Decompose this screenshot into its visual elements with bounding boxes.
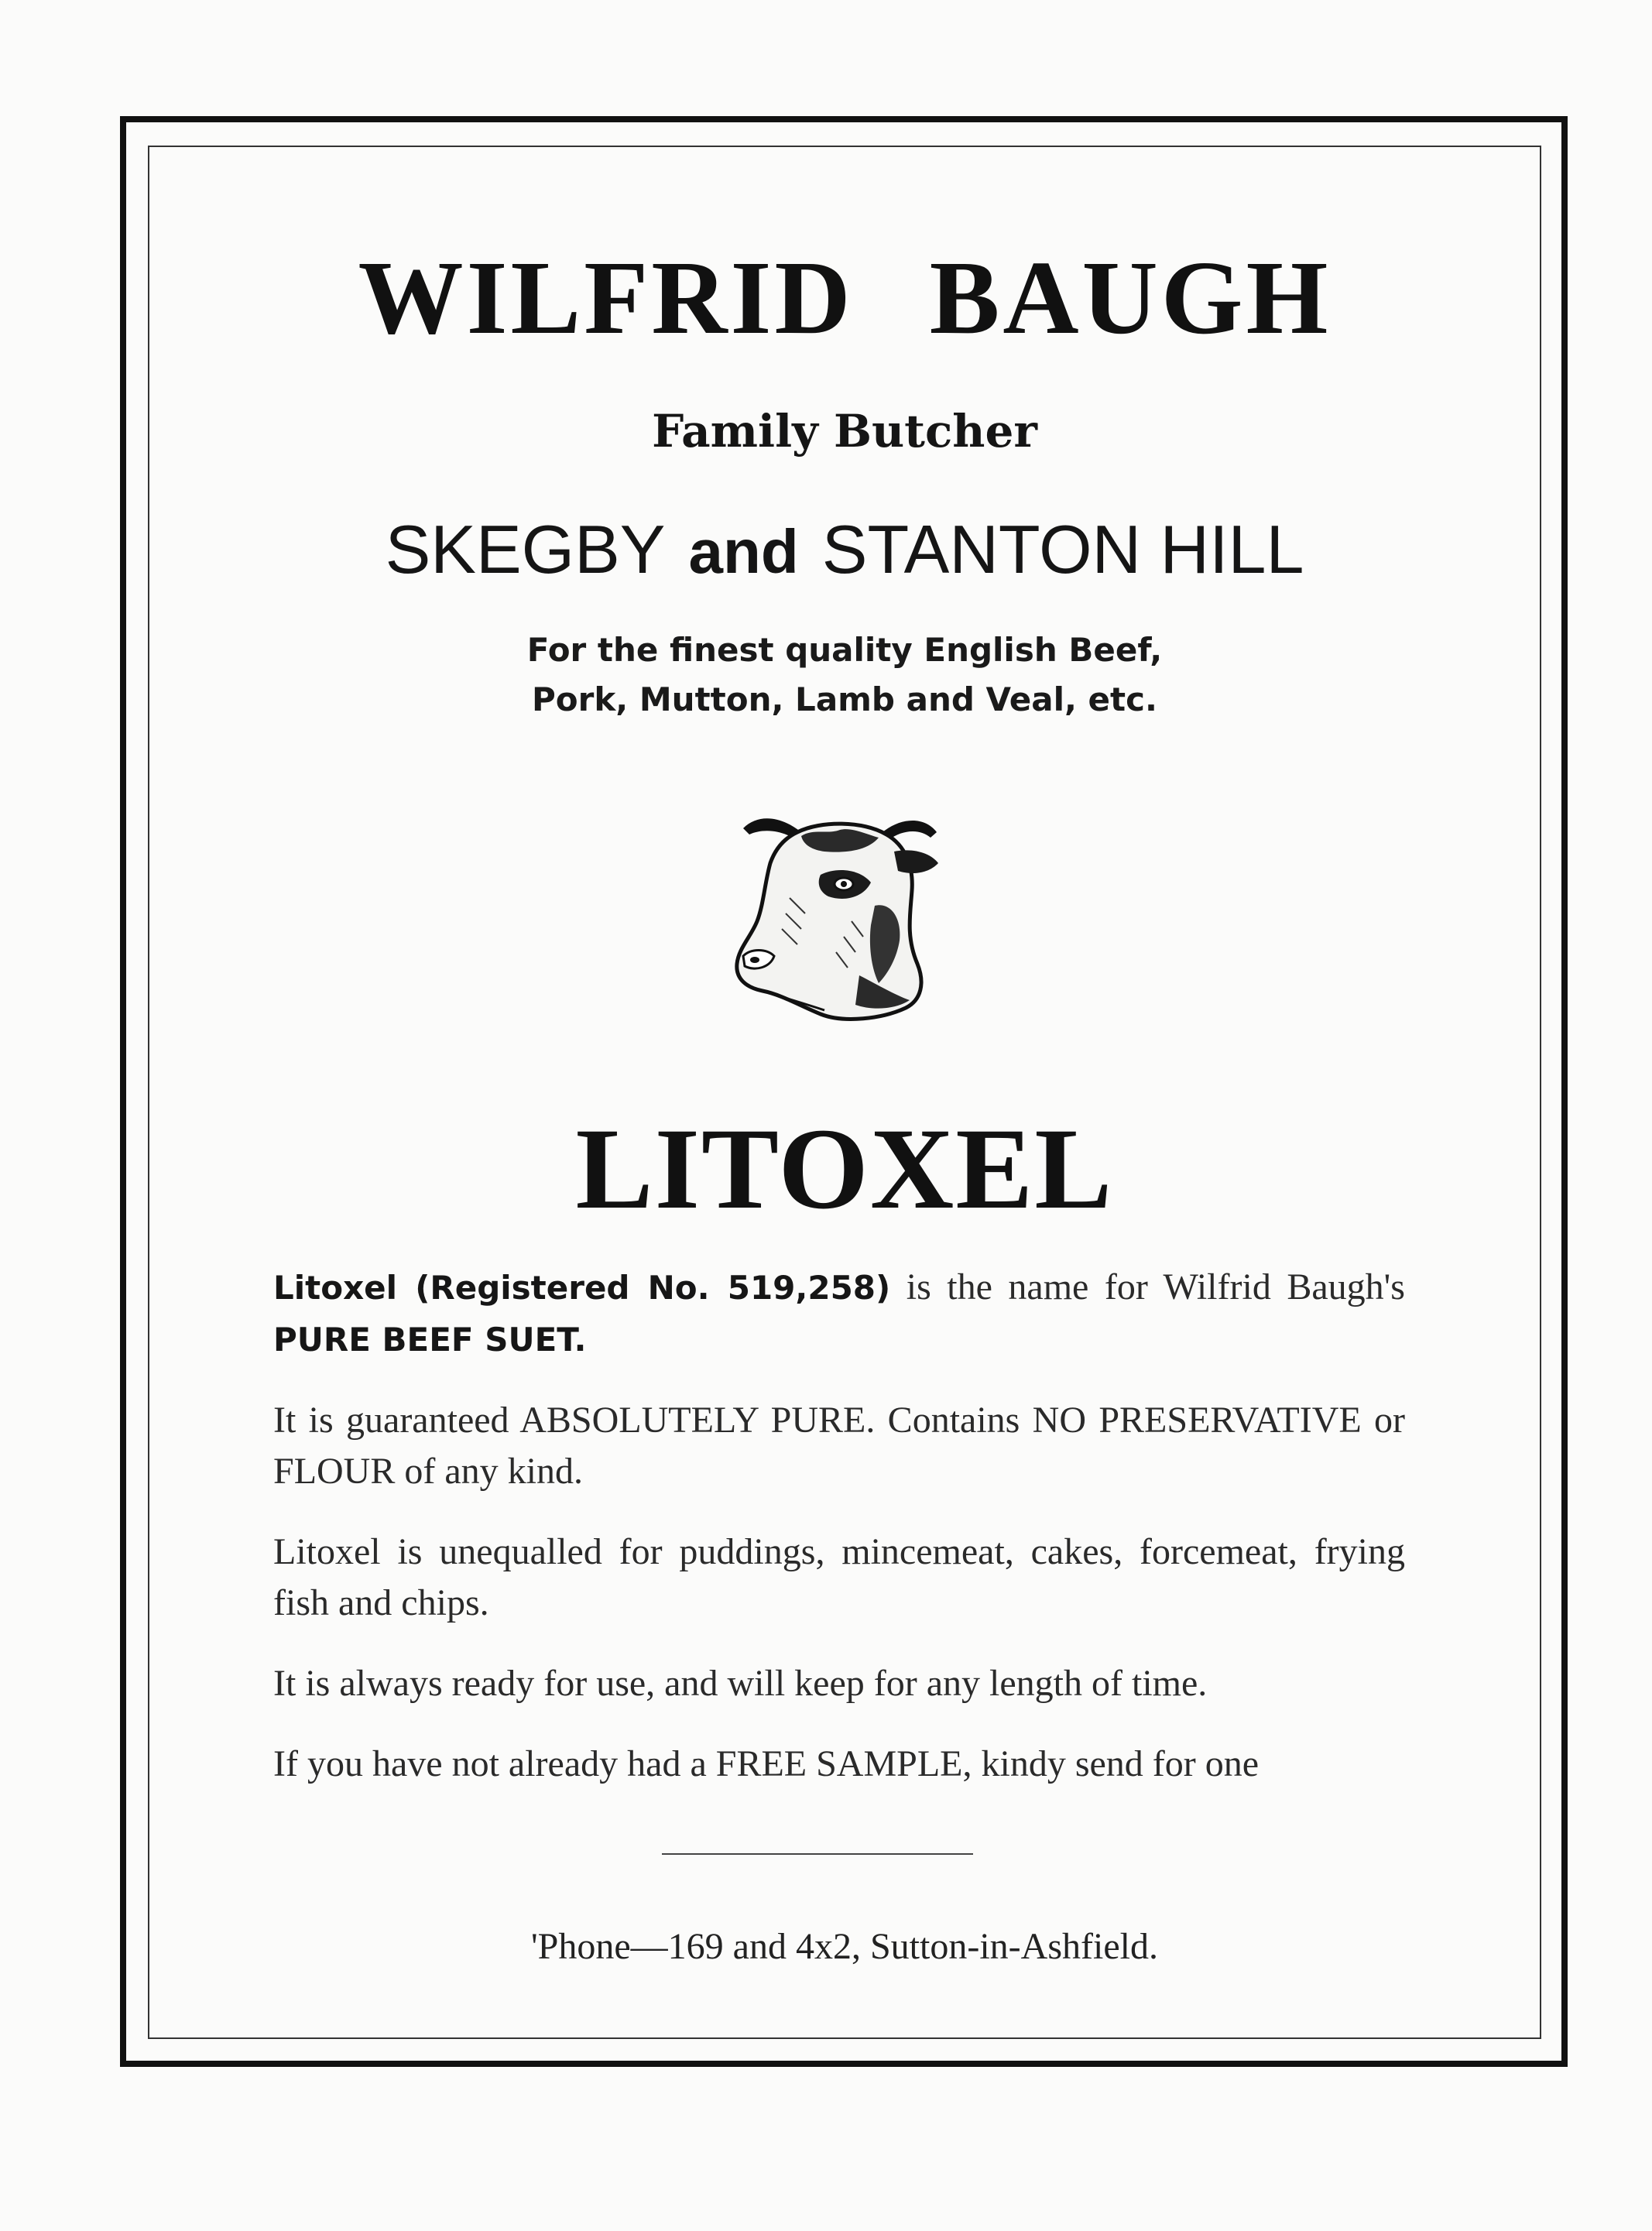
location-connector: and xyxy=(688,517,799,586)
pure-beef-suet: PURE BEEF SUET. xyxy=(273,1321,587,1359)
bull-head-icon xyxy=(728,797,952,1030)
business-name: WILFRID BAUGH xyxy=(358,240,1332,356)
paragraph-registration xyxy=(273,1262,1405,1366)
registration-text: Litoxel (Registered No. 519,258) xyxy=(273,1269,891,1307)
paragraph-sample: If you have not already had a FREE SAMPLE, kindy send for one xyxy=(273,1743,1260,1784)
business-location xyxy=(148,511,1541,591)
tagline-line-2: Pork, Mutton, Lamb and Veal, etc. xyxy=(532,680,1157,718)
paragraph-uses: Litoxel is unequalled for puddings, mincemeat, cakes, forcemeat, frying fish and chips. xyxy=(273,1531,1405,1623)
paragraph-purity: It is guaranteed ABSOLUTELY PURE. Contains NO PRESERVATIVE or FLOUR of any kind. xyxy=(273,1400,1405,1492)
product-description xyxy=(273,1262,1405,1819)
registration-desc: is the name for Wilfrid Baugh's xyxy=(890,1266,1405,1307)
tagline xyxy=(148,625,1541,725)
tagline-line-1: For the finest quality English Beef, xyxy=(526,631,1163,669)
business-type: Family Butcher xyxy=(652,405,1037,458)
phone-line: 'Phone—169 and 4x2, Sutton-in-Ashfield. xyxy=(531,1926,1158,1967)
divider-rule xyxy=(662,1853,973,1855)
location-skegby: SKEGBY xyxy=(385,511,666,588)
location-stanton-hill: STANTON HILL xyxy=(821,511,1304,588)
paragraph-keeping: It is always ready for use, and will keep for any length of time. xyxy=(273,1663,1208,1704)
product-name: LITOXEL xyxy=(575,1105,1114,1233)
